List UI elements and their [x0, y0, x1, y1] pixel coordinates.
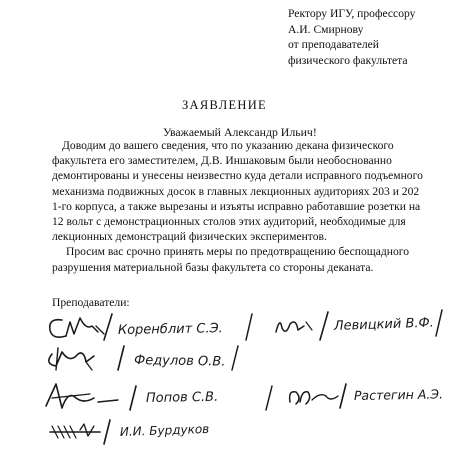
- signature-scribble: [46, 384, 118, 408]
- body-line: факультета его заместителем, Д.В. Иншаковым были необоснованно: [52, 154, 392, 168]
- signature-separator: [118, 346, 124, 370]
- signature-separator: [232, 346, 238, 370]
- greeting: Уважаемый Александр Ильич!: [163, 125, 317, 139]
- signatures-label: Преподаватели:: [52, 296, 130, 309]
- signature-name: И.И. Бурдуков: [119, 421, 210, 439]
- signature-scribble: [276, 322, 312, 332]
- addressee-line: А.И. Смирнову: [288, 22, 364, 36]
- signature-name: Попов С.В.: [145, 389, 219, 406]
- signature-separator: [320, 312, 328, 340]
- signature-name: Левицкий В.Ф.: [333, 315, 435, 334]
- body-line: механизма подвижных досок в главных лекционных аудиториях 203 и 202: [52, 184, 420, 198]
- document-title: ЗАЯВЛЕНИЕ: [182, 98, 267, 112]
- signature-separator: [104, 314, 112, 340]
- signature-separator: [104, 420, 110, 444]
- signature-name: Федулов О.В.: [133, 353, 226, 370]
- body-line: разрушения материальной базы факультета со стороны деканата.: [52, 260, 374, 274]
- signature-separator: [436, 310, 442, 336]
- signature-separator: [266, 386, 272, 410]
- body-line: 12 вольт с демонстрационных столов этих аудиторий, необходимые для: [52, 214, 406, 228]
- letter-body: [52, 138, 423, 275]
- addressee-block: [288, 6, 415, 68]
- signature-separator: [130, 386, 136, 410]
- signature-separator: [246, 314, 252, 340]
- body-line: 1-го корпуса, а также вырезаны и изъяты исправно работавшие розетки на: [52, 199, 421, 213]
- addressee-line: от преподавателей: [288, 38, 379, 51]
- signature-scribble: [290, 392, 338, 404]
- body-line: Доводим до вашего сведения, что по указанию декана физического: [62, 139, 394, 152]
- signature-name: Растегин А.Э.: [353, 386, 444, 403]
- signature-scribble: [49, 348, 94, 370]
- signature-scribble: [50, 424, 100, 438]
- addressee-line: физического факультета: [288, 53, 408, 67]
- signature-name: Коренблит С.Э.: [117, 321, 223, 338]
- body-line: демонтированы и унесены неизвестно куда детали исправного подъемного: [52, 169, 423, 183]
- body-line: Просим вас срочно принять меры по предотвращению беспощадного: [66, 245, 410, 259]
- signature-scribble: [50, 318, 104, 337]
- addressee-line: Ректору ИГУ, профессору: [288, 7, 416, 20]
- signature-separator: [340, 384, 346, 408]
- body-line: лекционных демонстраций физических экспериментов.: [52, 230, 327, 244]
